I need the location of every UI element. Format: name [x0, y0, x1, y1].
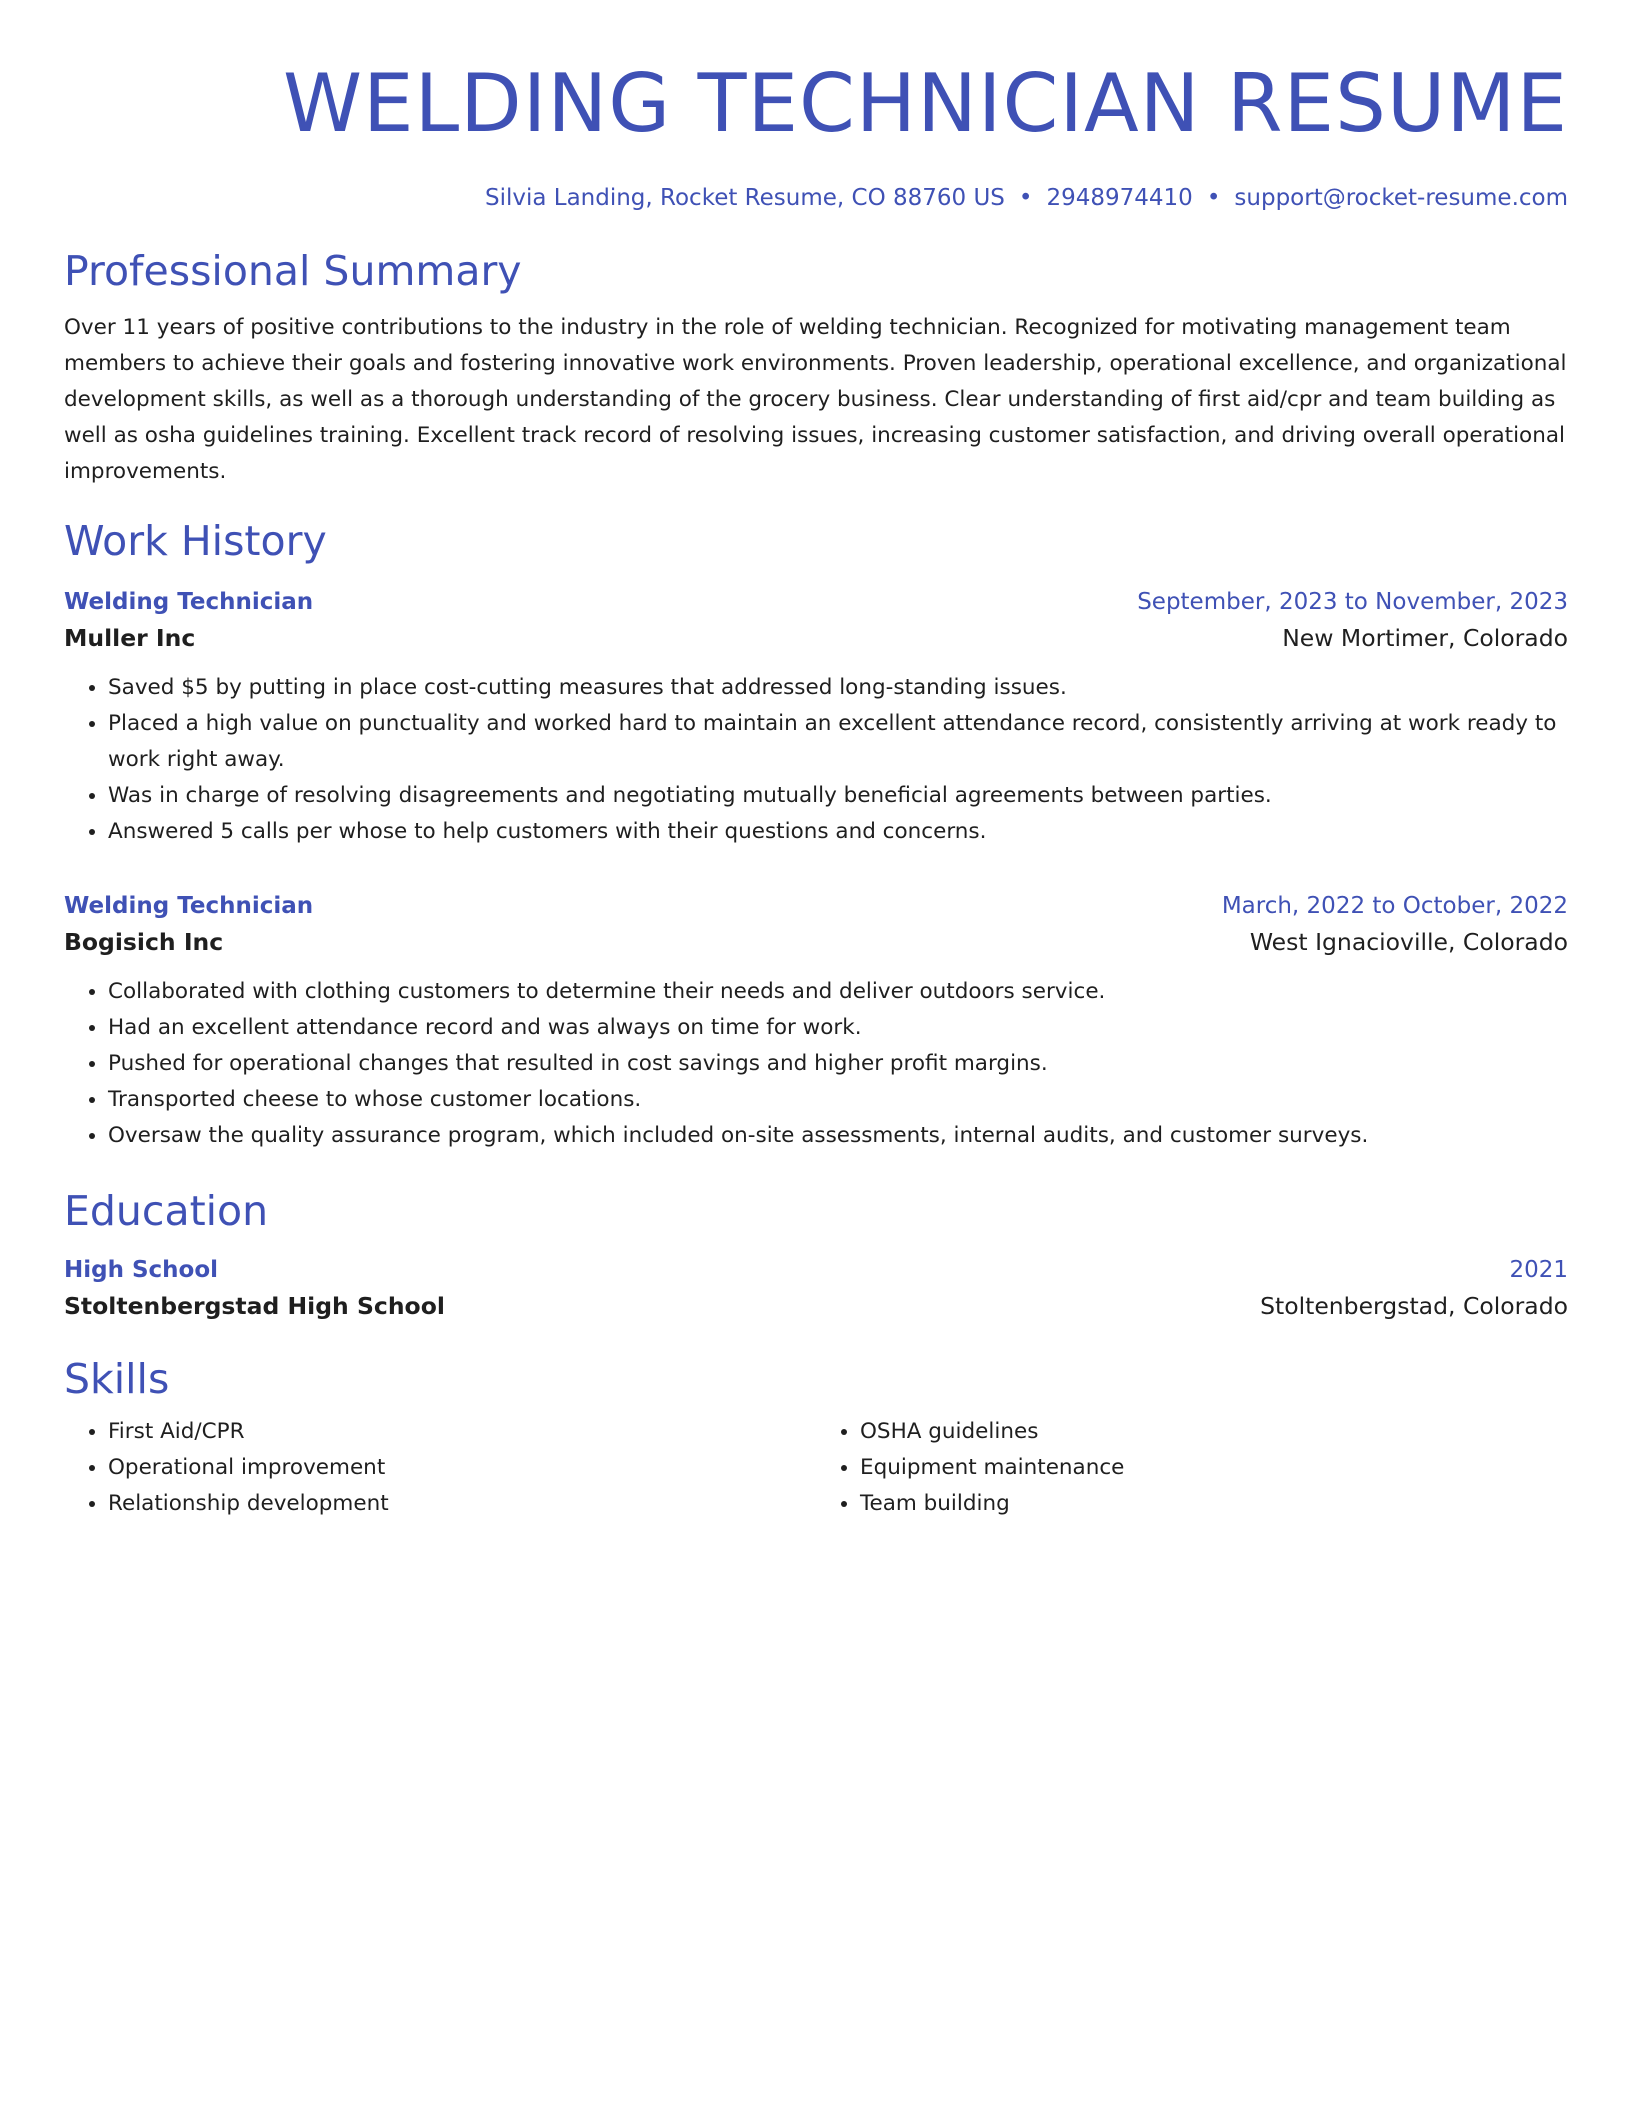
job-location: West Ignacioville, Colorado — [1249, 928, 1568, 956]
job-bullet: • Had an excellent attendance record and was always on time for work. — [108, 1010, 1568, 1046]
education-school: Stoltenbergstad High School — [64, 1292, 445, 1320]
job-bullet: • Collaborated with clothing customers to determine their needs and deliver outdoors service. — [108, 974, 1568, 1010]
job-bullets — [64, 974, 1568, 1154]
job-entry — [64, 584, 1568, 850]
job-bullet: • Oversaw the quality assurance program, which included on-site assessments, internal audits, and customer surveys. — [108, 1118, 1568, 1154]
skills-column-right — [816, 1414, 1568, 1522]
job-header — [64, 888, 1568, 924]
education-heading: Education — [64, 1187, 269, 1235]
education-subheader — [64, 1288, 1568, 1324]
job-role: Welding Technician — [64, 589, 314, 615]
skill-item: • Relationship development — [108, 1486, 816, 1522]
skill-item: • Team building — [860, 1486, 1568, 1522]
job-bullets — [64, 670, 1568, 850]
skill-item: • OSHA guidelines — [860, 1414, 1568, 1450]
summary-heading: Professional Summary — [64, 247, 522, 295]
separator-bullet: • — [1018, 185, 1033, 211]
job-company: Muller Inc — [64, 624, 196, 652]
education-degree: High School — [64, 1257, 219, 1283]
job-company: Bogisich Inc — [64, 928, 224, 956]
skills-heading: Skills — [64, 1355, 170, 1403]
job-bullet: • Pushed for operational changes that resulted in cost savings and higher profit margins. — [108, 1046, 1568, 1082]
resume-title: WELDING TECHNICIAN RESUME — [282, 57, 1568, 150]
job-bullet: • Answered 5 calls per whose to help customers with their questions and concerns. — [108, 814, 1568, 850]
job-header — [64, 584, 1568, 620]
skill-item: • First Aid/CPR — [108, 1414, 816, 1450]
job-bullet: • Was in charge of resolving disagreements and negotiating mutually beneficial agreements between parties. — [108, 778, 1568, 814]
education-entry — [64, 1252, 1568, 1324]
job-dates: March, 2022 to October, 2022 — [1221, 893, 1568, 919]
education-year: 2021 — [1509, 1257, 1568, 1283]
job-bullet: • Placed a high value on punctuality and worked hard to maintain an excellent attendance record, consistently arriving at work ready to work right away. — [108, 706, 1568, 778]
separator-bullet: • — [1206, 185, 1221, 211]
job-bullet: • Saved $5 by putting in place cost-cutting measures that addressed long-standing issues. — [108, 670, 1568, 706]
job-subheader — [64, 620, 1568, 656]
summary-text: Over 11 years of positive contributions to the industry in the role of welding technician. Recognized for motivating management team members to achieve their goals and fostering innovative work environments. Proven leadership, operational excellence, and organizational development skills, as well as a thorough understanding of the grocery business. Clear understanding of first aid/cpr and team building as well as osha guidelines training. Excellent track record of resolving issues, increasing customer satisfaction, and driving overall operational improvements. — [64, 315, 1567, 484]
skills-column-left — [64, 1414, 816, 1522]
skill-item: • Equipment maintenance — [860, 1450, 1568, 1486]
skills-list — [64, 1414, 1568, 1522]
job-bullet: • Transported cheese to whose customer locations. — [108, 1082, 1568, 1118]
job-entry — [64, 888, 1568, 1154]
contact-line — [64, 182, 1568, 214]
work-history-heading: Work History — [64, 517, 327, 565]
job-subheader — [64, 924, 1568, 960]
skill-item: • Operational improvement — [108, 1450, 816, 1486]
education-header — [64, 1252, 1568, 1288]
resume-page — [64, 0, 1568, 1522]
contact-address: Silvia Landing, Rocket Resume, CO 88760 US — [484, 185, 1005, 211]
resume-header — [64, 0, 1568, 214]
job-dates: September, 2023 to November, 2023 — [1137, 589, 1568, 615]
job-role: Welding Technician — [64, 893, 314, 919]
job-location: New Mortimer, Colorado — [1282, 624, 1568, 652]
education-location: Stoltenbergstad, Colorado — [1260, 1292, 1568, 1320]
contact-phone: 2948974410 — [1046, 185, 1193, 211]
contact-email: support@rocket-resume.com — [1234, 185, 1568, 211]
